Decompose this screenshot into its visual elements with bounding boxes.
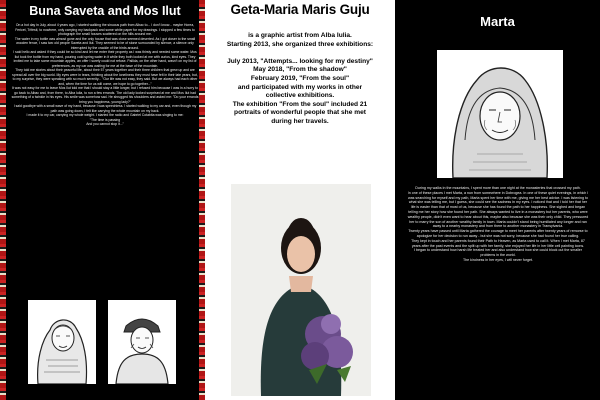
left-paragraph: On a hot day in July, about 4 years ago, I started walking the sinuous path from Albac to... I don't know... maybe Horea, Fericet, Trifesti, to nowhere, only carrying my backpack and some white paper for my drawings. I stopped a few times to photograph the small houses scattered on the hills around me. [15, 23, 195, 36]
artist-bio [211, 32, 389, 127]
bio-line: is a graphic artist from Alba Iulia. [248, 32, 352, 39]
left-paragraph: They told me stories about their peaceful life, about their 57 years together and their three children that grew up and are spread all over the big world. My eyes were in tears, thinking about the loneliness they must have felt in their late years, but, to my surprise, they were speaking with so much serenity... "Our life was not easy, they said. But we always had each other and, when the time for us will come, we hope to go together..." [12, 68, 198, 86]
left-paragraph: I said goodbye with a small wave of my hand, because I was speechless. I started walking to my car and, even though my path was going down, I felt like carrying the whole mountain on my back. [13, 104, 197, 113]
right-paragraph: They kept in touch and her parents found their Path to Heaven, as Marta used to call it. When I met Marta, 87 years after the past events and the split up with her family, she enjoyed her life in her little cell painting icons. [411, 238, 585, 248]
right-paragraph: I began to understand how harsh life treated her and also understand how she could block out the smaller problems in the world. [413, 248, 582, 258]
left-paragraph: I made it to my car, carrying my whole weight. I started the radio and Gabriel Cotabita was singing to me: [26, 113, 184, 117]
sketch-old-woman [28, 300, 96, 384]
artist-name: Geta-Maria Maris Guju [230, 2, 370, 17]
right-paragraph: In one of these places I met Marta, a nun from somewhere in Dobrogea. In one of these quiet evenings, in which I was searching for myself and my path, Marta spent her time with me, giving me her best advice. I was listening to what she was telling me, but I guess, she could see the sadness in my eyes. I noticed that and I told her that her life is easier than that of most of us, because she has found the path to her happiness. She sighed and began telling me her story how she found her path. She always wanted to live in a monastery but her parents, who were wealthy people, didn't even want to hear about this, maybe also because she was their only child. They pressured her to marry the son of another wealthy family in town. Marta couldn't stand being humiliated any longer and ran away to a nearby monastery and from there to another monastery in Transylvania. [407, 190, 589, 229]
bio-line: and participated with my works in other [237, 83, 363, 91]
folk-border-left [0, 0, 6, 400]
bio-line: portraits of wonderful people that she met [234, 109, 366, 117]
sketch-nun-marta [437, 50, 563, 178]
bio-line [211, 49, 389, 58]
right-paragraph: During my walks in the mountains, I spent more than one night at the monasteries that crossed my path. [415, 186, 581, 190]
left-paragraph: And you cannot stop it..." [86, 122, 124, 126]
bio-line: May 2018, "From the shadow" [253, 66, 347, 74]
right-paragraph: The kindness in her eyes, I will never forget. [462, 257, 534, 262]
bio-line: during her travels. [271, 117, 329, 125]
left-panel [0, 0, 205, 400]
bio-line: Starting 2013, she organized three exhibitions: [226, 40, 374, 48]
bio-line: July 2013, "Attempts... looking for my destiny" [227, 57, 373, 65]
left-paragraph: It was not easy for me to leave Mos Ilut told me that I should stay a little longer, but I refused him because I was in a hurry to go back to Albac and, from there, to Alba Iulia, to run a few errands. The old lady looked surprised at me and Mos Ilut had something of a twinkle in his eyes. His smile was somehow sad. He shrugged his shoulders and asked me: "Do your errands bring you happiness, young lady?" [11, 86, 199, 104]
sketch-old-man [108, 300, 176, 384]
right-panel [395, 0, 600, 400]
right-title: Marta [480, 14, 515, 29]
bio-line: February 2019, "From the soul" [250, 74, 350, 82]
left-paragraph: I said hello and asked if they could be so kind and let me enter their property as I was thirsty and needed some water. Mos Ilut took the bottle from my hand, pouring cold spring water in it while they both looked at me with curios, kind eyes. They invited me to take some mountain apples, an offer I surely could not refuse. Pallida, on the other hand, wasn't on my list of preferences, as my car was waiting for me at the base of the mountain. [13, 50, 197, 68]
bio-line: The exhibition "From the soul" included 21 [232, 100, 368, 108]
artist-photo [231, 184, 371, 396]
middle-panel [205, 0, 395, 400]
right-paragraph: Twenty years have passed until Marta gathered the courage to meet her parents after twenty years of remorse to apologize for her decision to run away - but she was not sorry, because she had found her true calling. [408, 229, 588, 238]
bio-line: collective exhibitions. [265, 92, 335, 100]
left-title: Buna Saveta and Mos Ilut [29, 4, 181, 18]
right-story [407, 186, 589, 263]
left-paragraph: "The time is passing [89, 117, 121, 122]
left-paragraph: The water in my bottle was almost gone and the only house that was close seemed deserted. As I got closer to the small wooden fence, I saw two old people Saveta and Ilut. They seemed to be of stone surrounded by silence, a silence only interrupted by the crackle of the birds around. [14, 36, 196, 50]
left-story [11, 23, 199, 127]
